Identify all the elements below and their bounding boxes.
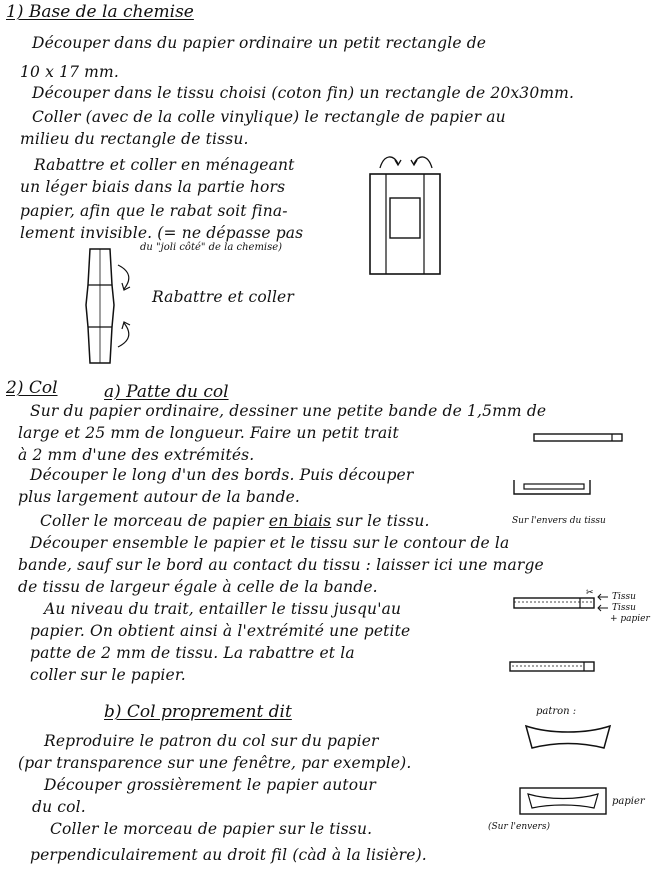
text-line: Reproduire le patron du col sur du papier [44,732,379,750]
text-line: à 2 mm d'une des extrémités. [18,446,255,464]
text-line: Découper le long d'un des bords. Puis découper [30,466,414,484]
text-line: Rabattre et coller en ménageant [34,156,295,174]
papier-label: papier [612,796,645,807]
text-line: coller sur le papier. [30,666,186,684]
svg-text:✂: ✂ [586,588,594,598]
text-line: Au niveau du trait, entailler le tissu jusqu'au [44,600,402,618]
text-line: papier. On obtient ainsi à l'extrémité une petite [30,622,411,640]
label-tissu: Tissu [612,592,636,602]
text-line: Découper dans le tissu choisi (coton fin) un rectangle de 20x30mm. [32,84,575,102]
section2-heading: 2) Col [6,378,58,398]
text-line: du col. [32,798,86,816]
collar-paper-sketch [516,784,612,818]
fabric-strip-sketch [510,586,600,614]
text-line: large et 25 mm de longueur. Faire un petit trait [18,424,399,442]
margin-note: (Sur l'envers) [488,822,550,832]
subheading-b: b) Col proprement dit [104,702,292,722]
text-line: patte de 2 mm de tissu. La rabattre et la [30,644,355,662]
shirt-base-diagram [360,150,460,280]
figure-caption: Rabattre et coller [152,288,294,306]
text-line: Coller (avec de la colle vinylique) le rectangle de papier au [32,108,506,126]
text-line: Coller le morceau de papier sur le tissu. [50,820,373,838]
label-arrows [596,592,610,622]
label-papier: + papier [610,614,650,624]
text-line: plus largement autour de la bande. [18,488,300,506]
folded-strip-diagram [70,245,140,370]
finished-strip-sketch [506,658,600,676]
text-line: Sur du papier ordinaire, dessiner une petite bande de 1,5mm de [30,402,547,420]
text-line: bande, sauf sur le bord au contact du tissu : laisser ici une marge [18,556,544,574]
text-line: Découper grossièrement le papier autour [44,776,376,794]
patron-label: patron : [536,706,577,717]
text-line: Découper dans du papier ordinaire un petit rectangle de [32,34,487,52]
section1-heading: 1) Base de la chemise [6,2,194,22]
text-line-with-underline: Coller le morceau de papier en biais sur le tissu. [40,512,430,530]
text-line: du "joli côté" de la chemise) [140,242,283,253]
text-line: de tissu de largeur égale à celle de la bande. [18,578,378,596]
text-line: Découper ensemble le papier et le tissu sur le contour de la [30,534,510,552]
text-line: lement invisible. (= ne dépasse pas [20,224,304,242]
subheading-a: a) Patte du col [104,382,229,402]
text-line: perpendiculairement au droit fil (càd à la lisière). [30,846,427,864]
cut-strip-sketch [510,476,600,500]
collar-pattern-sketch [520,720,616,754]
text-line: milieu du rectangle de tissu. [20,130,249,148]
label-tissu-2: Tissu [612,603,636,613]
paper-strip-sketch [530,428,630,448]
margin-note: Sur l'envers du tissu [512,516,606,526]
text-line: papier, afin que le rabat soit fina- [20,202,288,220]
text-line: un léger biais dans la partie hors [20,178,286,196]
text-line: (par transparence sur une fenêtre, par exemple). [18,754,412,772]
text-line: 10 x 17 mm. [20,63,119,81]
